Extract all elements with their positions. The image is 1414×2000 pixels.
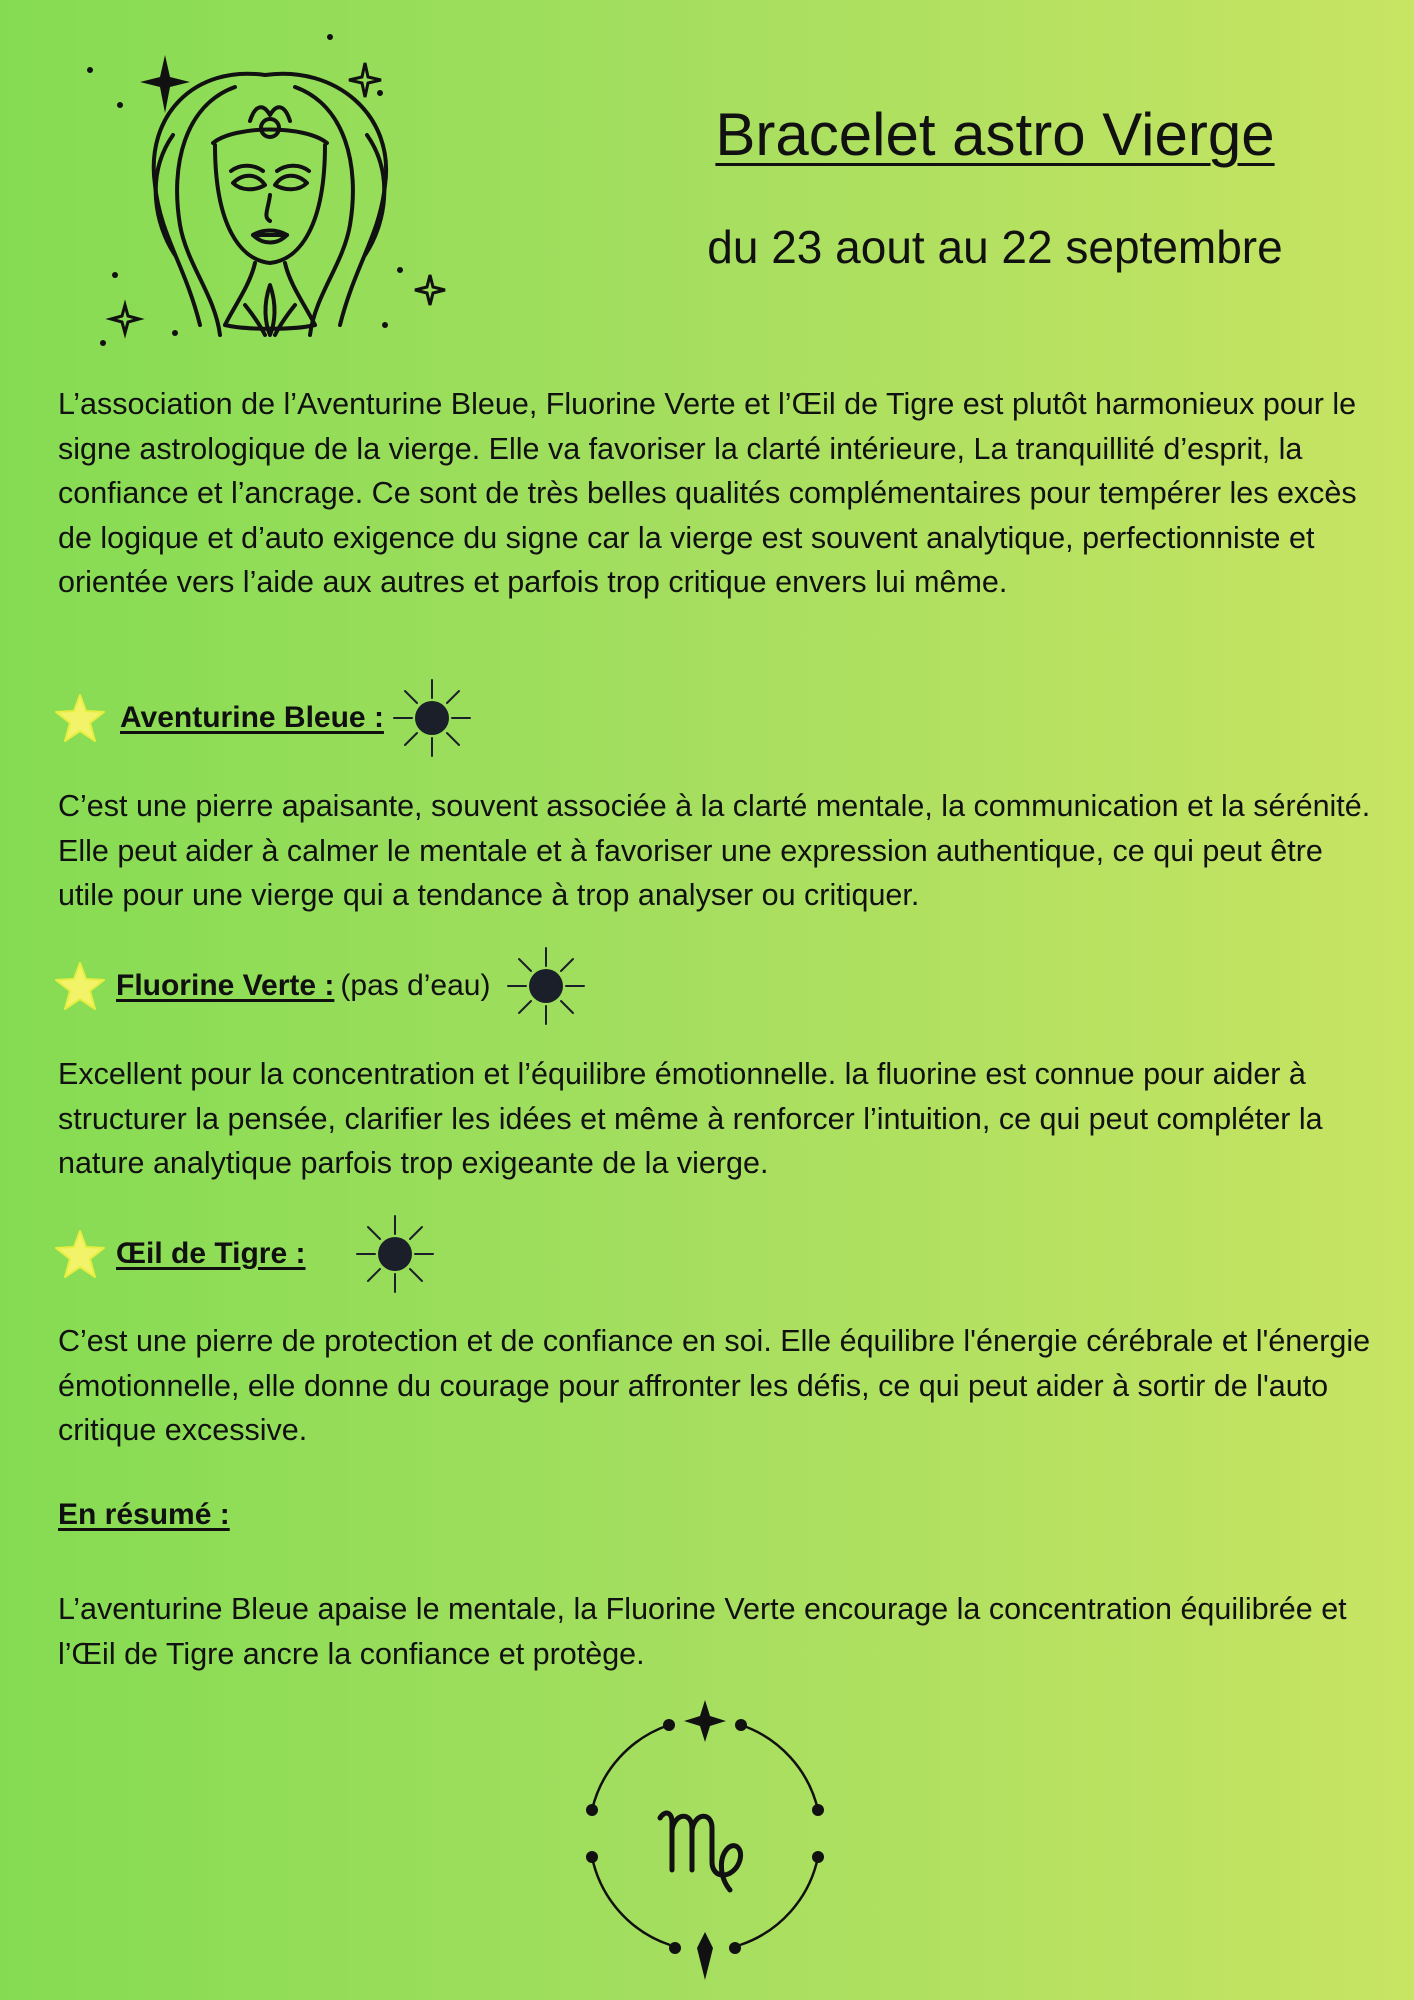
stone-name: Œil de Tigre : [116, 1237, 306, 1270]
summary-heading: En résumé : [58, 1498, 230, 1531]
date-range: du 23 aout au 22 septembre [707, 221, 1283, 273]
virgo-woman-illustration [75, 25, 465, 355]
stone-description-aventurine: C’est une pierre apaisante, souvent associée à la clarté mentale, la communication et la sérénité. Elle peut aider à calmer le mentale et à favoriser une expression authentique, ce qui peut être utile pour une vierge qui a tendance à trop analyser ou critiquer. [58, 789, 1371, 912]
stone-heading-oeil-de-tigre [52, 1214, 435, 1294]
star-icon [52, 1226, 108, 1282]
stone-heading-fluorine [52, 946, 586, 1026]
stone-heading-aventurine [52, 678, 472, 758]
intro-paragraph: L’association de l’Aventurine Bleue, Fluorine Verte et l’Œil de Tigre est plutôt harmonieux pour le signe astrologique de la vierge. Elle va favoriser la clarté intérieure, La tranquillité d’esprit, la confiance et l’ancrage. Ce sont de très belles qualités complémentaires pour tempérer les excès de logique et d’auto exigence du signe car la vierge est souvent analytique, perfectionniste et orientée vers l’aide aux autres et parfois trop critique envers lui même. [58, 387, 1357, 599]
stone-description-oeil-de-tigre: C’est une pierre de protection et de confiance en soi. Elle équilibre l'énergie cérébrale et l'énergie émotionnelle, elle donne du courage pour affronter les défis, ce qui peut aider à sortir de l'auto critique excessive. [58, 1324, 1371, 1447]
sun-icon [355, 1214, 435, 1294]
page-title: Bracelet astro Vierge [715, 101, 1275, 168]
stone-note: (pas d’eau) [340, 969, 491, 1002]
star-icon [52, 690, 108, 746]
sun-icon [392, 678, 472, 758]
star-icon [52, 958, 108, 1014]
stone-name: Aventurine Bleue : [120, 701, 384, 734]
stone-name: Fluorine Verte : [116, 969, 335, 1002]
stone-description-fluorine: Excellent pour la concentration et l’équilibre émotionnelle. la fluorine est connue pour aider à structurer la pensée, clarifier les idées et même à renforcer l’intuition, ce qui peut compléter la nature analytique parfois trop exigeante de la vierge. [58, 1057, 1323, 1180]
virgo-symbol-icon [580, 1700, 830, 1985]
sun-icon [506, 946, 586, 1026]
summary-paragraph: L’aventurine Bleue apaise le mentale, la Fluorine Verte encourage la concentration équilibrée et l’Œil de Tigre ancre la confiance et protège. [58, 1592, 1347, 1671]
